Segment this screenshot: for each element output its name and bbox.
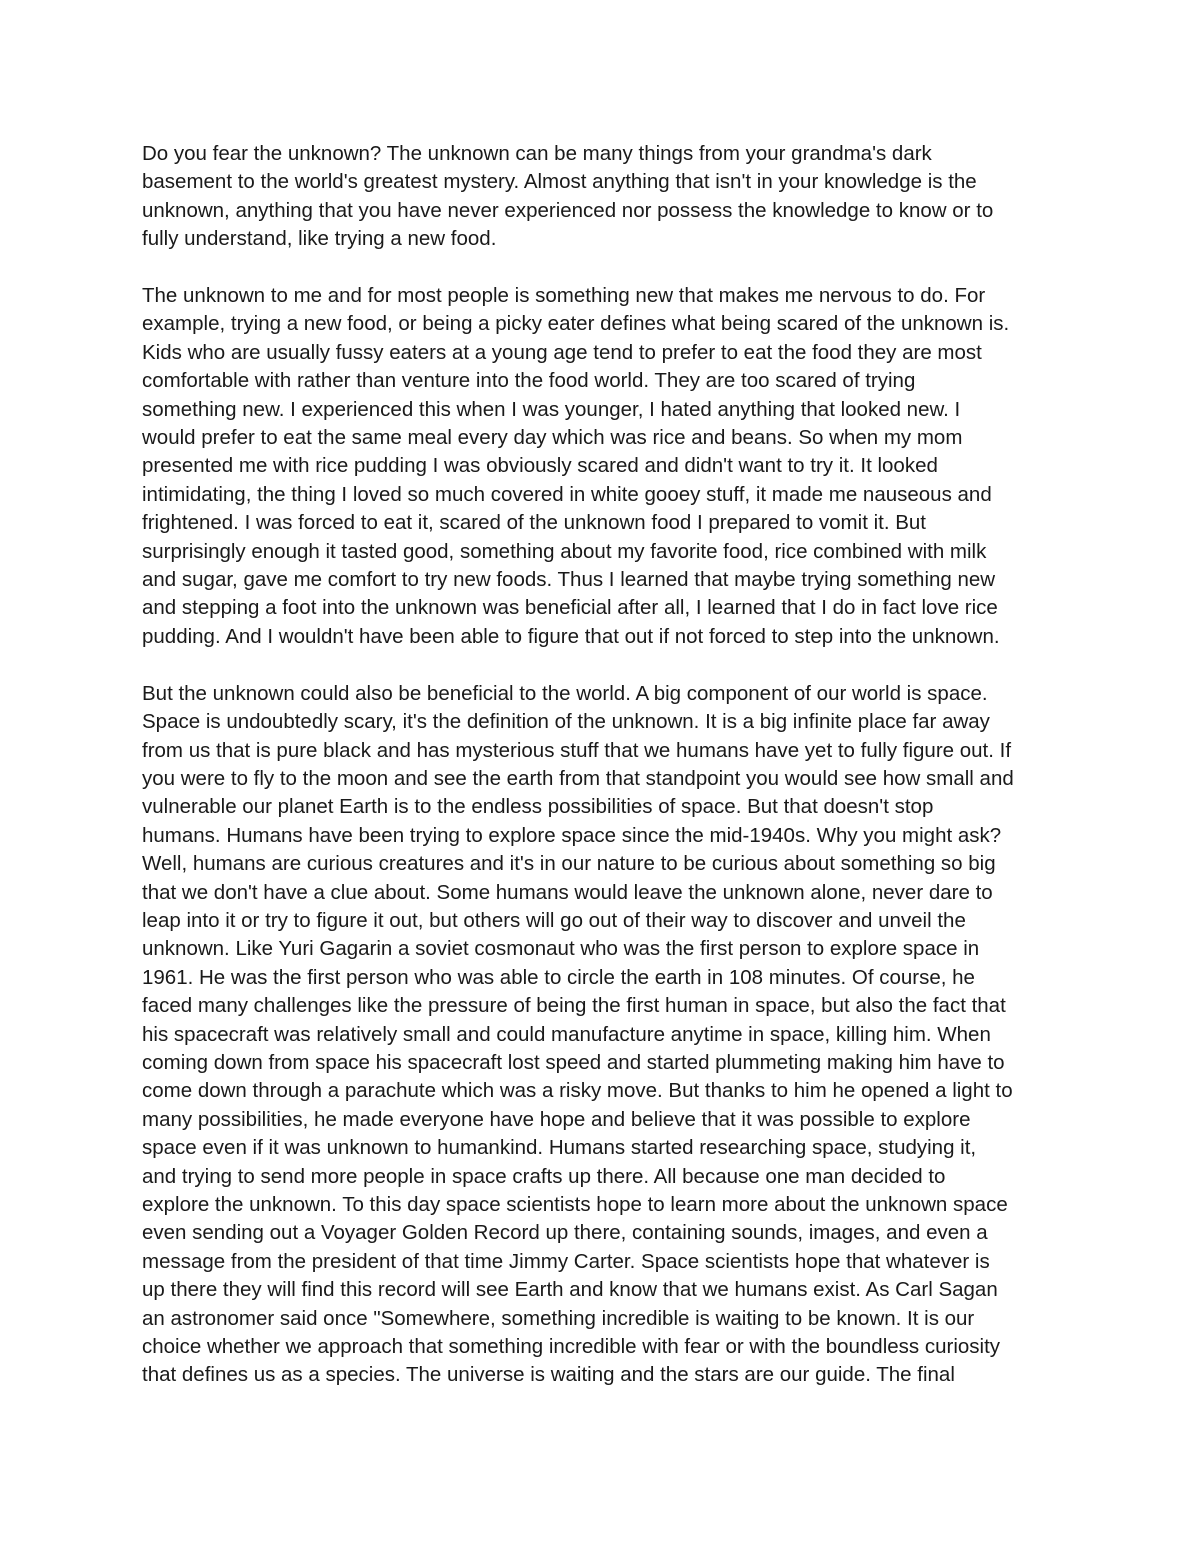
document-body [142, 140, 1072, 1418]
text-line: pudding. And I wouldn't have been able to figure that out if not forced to step into the unknown. [142, 624, 1000, 648]
text-line: come down through a parachute which was a risky move. But thanks to him he opened a light to [142, 1079, 1013, 1103]
text-line: unknown, anything that you have never experienced nor possess the knowledge to know or to [142, 198, 994, 222]
text-line: an astronomer said once "Somewhere, something incredible is waiting to be known. It is our [142, 1306, 975, 1330]
text-line: from us that is pure black and has mysterious stuff that we humans have yet to fully figure out. If [142, 738, 1012, 762]
text-line: explore the unknown. To this day space scientists hope to learn more about the unknown space [142, 1193, 1008, 1216]
text-line: you were to fly to the moon and see the earth from that standpoint you would see how small and [142, 766, 1014, 790]
paragraph-3 [142, 680, 1072, 1390]
text-line: coming down from space his spacecraft lost speed and started plummeting making him have to [142, 1050, 1005, 1074]
text-line: that defines us as a species. The universe is waiting and the stars are our guide. The final [142, 1363, 955, 1387]
text-line: and stepping a foot into the unknown was beneficial after all, I learned that I do in fact love rice [142, 596, 998, 620]
text-line: Well, humans are curious creatures and it's in our nature to be curious about something so big [142, 852, 996, 876]
text-line: Kids who are usually fussy eaters at a young age tend to prefer to eat the food they are most [142, 340, 982, 364]
text-line: would prefer to eat the same meal every day which was rice and beans. So when my mom [142, 426, 963, 450]
text-line: faced many challenges like the pressure of being the first human in space, but also the fact that [142, 994, 1006, 1018]
text-line: unknown. Like Yuri Gagarin a soviet cosmonaut who was the first person to explore space in [142, 937, 980, 961]
text-line: fully understand, like trying a new food. [142, 227, 497, 251]
text-line: that we don't have a clue about. Some humans would leave the unknown alone, never dare to [142, 880, 993, 904]
text-line: and sugar, gave me comfort to try new foods. Thus I learned that maybe trying something new [142, 568, 996, 592]
text-line: many possibilities, he made everyone have hope and believe that it was possible to explore [142, 1107, 971, 1131]
text-line: The unknown to me and for most people is something new that makes me nervous to do. For [142, 284, 986, 308]
text-line: up there they will find this record will see Earth and know that we humans exist. As Carl Sagan [142, 1278, 998, 1302]
text-line: intimidating, the thing I loved so much covered in white gooey stuff, it made me nauseous and [142, 482, 992, 506]
text-line: message from the president of that time Jimmy Carter. Space scientists hope that whatever is [142, 1249, 990, 1273]
text-line: leap into it or try to figure it out, but others will go out of their way to discover and unveil the [142, 908, 966, 932]
text-line: and trying to send more people in space crafts up there. All because one man decided to [142, 1164, 946, 1188]
text-line: frightened. I was forced to eat it, scared of the unknown food I prepared to vomit it. But [142, 511, 926, 535]
text-line: Do you fear the unknown? The unknown can be many things from your grandma's dark [142, 142, 932, 165]
text-line: surprisingly enough it tasted good, something about my favorite food, rice combined with milk [142, 539, 987, 563]
text-line: his spacecraft was relatively small and could manufacture anytime in space, killing him. When [142, 1022, 991, 1046]
text-line: example, trying a new food, or being a picky eater defines what being scared of the unknown is. [142, 312, 1010, 336]
text-line: even sending out a Voyager Golden Record up there, containing sounds, images, and even a [142, 1221, 988, 1245]
text-line: comfortable with rather than venture into the food world. They are too scared of trying [142, 369, 916, 393]
text-line: space even if it was unknown to humankind. Humans started researching space, studying it, [142, 1136, 977, 1160]
paragraph-1 [142, 140, 1072, 254]
text-line: humans. Humans have been trying to explore space since the mid-1940s. Why you might ask? [142, 823, 1002, 847]
text-line: basement to the world's greatest mystery. Almost anything that isn't in your knowledge is the [142, 170, 977, 194]
text-line: Space is undoubtedly scary, it's the definition of the unknown. It is a big infinite place far away [142, 710, 990, 734]
text-line: something new. I experienced this when I was younger, I hated anything that looked new. I [142, 397, 961, 421]
text-line: presented me with rice pudding I was obviously scared and didn't want to try it. It looked [142, 454, 938, 478]
paragraph-2 [142, 282, 1072, 651]
text-line: But the unknown could also be beneficial to the world. A big component of our world is space. [142, 681, 988, 705]
text-line: 1961. He was the first person who was able to circle the earth in 108 minutes. Of course, he [142, 965, 975, 989]
text-line: vulnerable our planet Earth is to the endless possibilities of space. But that doesn't stop [142, 795, 934, 819]
text-line: choice whether we approach that something incredible with fear or with the boundless curiosity [142, 1335, 1001, 1359]
